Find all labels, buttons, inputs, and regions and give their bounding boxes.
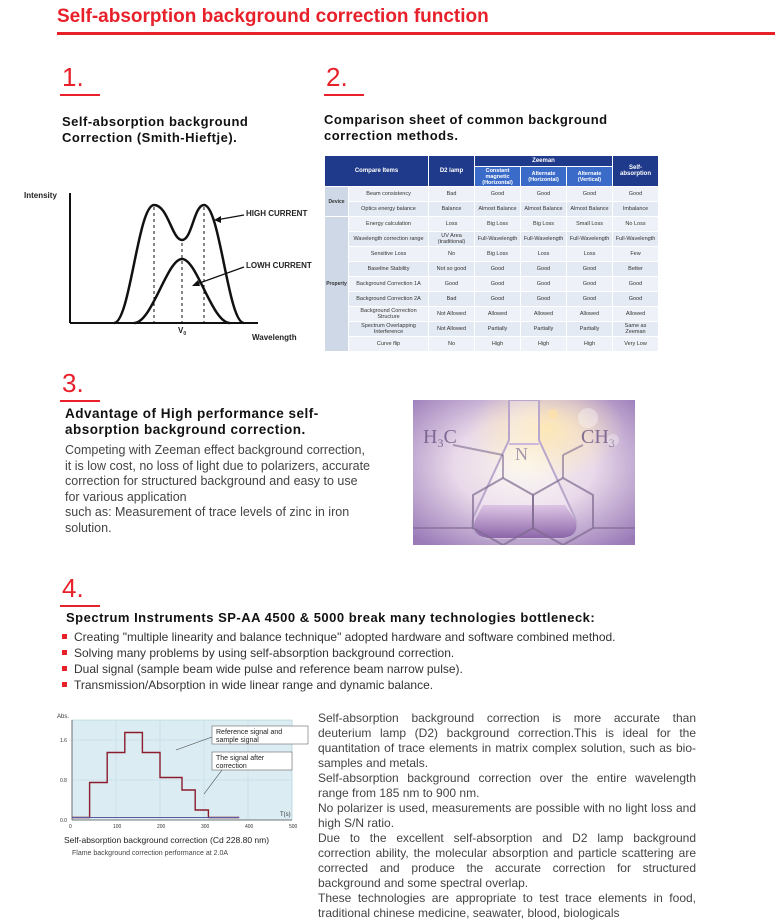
- table-row: [325, 232, 659, 247]
- description-paragraph: Self-absorption background correction over the entire wavelength range from 185 nm to 900 nm.: [318, 771, 696, 800]
- section-2-heading: [324, 112, 608, 144]
- table-row-label: Optics energy balance: [349, 202, 429, 217]
- th-alternate-horizontal: Alternate (Horizontal): [521, 167, 567, 187]
- feature-text: Dual signal (sample beam wide pulse and reference beam narrow pulse).: [74, 662, 463, 676]
- bullet-icon: [62, 634, 67, 639]
- chart-x-label: T(s): [280, 812, 291, 818]
- annotation-reference-line2: sample signal: [216, 737, 259, 744]
- table-row-label: Spectrum Overlapping Interference: [349, 322, 429, 337]
- table-row: [325, 187, 659, 202]
- table-cell: Same as Zeeman: [613, 322, 659, 337]
- table-row: [325, 322, 659, 337]
- table-cell: Small Loss: [567, 217, 613, 232]
- table-row-label: Baseline Stability: [349, 262, 429, 277]
- table-row-label: Beam consistency: [349, 187, 429, 202]
- table-cell: Good: [521, 187, 567, 202]
- y-tick-label: 0.8: [60, 778, 67, 784]
- feature-text: Creating "multiple linearity and balance technique" adopted hardware and software combined method.: [74, 630, 616, 644]
- feature-list: [62, 629, 616, 693]
- table-cell: Good: [475, 292, 521, 307]
- section-3-number: 3.: [62, 368, 84, 398]
- table-cell: Bad: [429, 292, 475, 307]
- feature-item: [62, 677, 616, 693]
- th-alternate-vertical: Alternate (Vertical): [567, 167, 613, 187]
- table-cell: Loss: [567, 247, 613, 262]
- v0-label: $V_0$: [178, 326, 187, 337]
- table-row: [325, 277, 659, 292]
- table-cell: No Loss: [613, 217, 659, 232]
- high-current-label: HIGH CURRENT: [246, 209, 308, 218]
- chart-caption: Self-absorption background correction (Cd 228.80 nm): [64, 835, 270, 845]
- th-self-absorption: Self-absorption: [613, 156, 659, 187]
- table-cell: Few: [613, 247, 659, 262]
- section-4-heading: Spectrum Instruments SP-AA 4500 & 5000 break many technologies bottleneck:: [66, 610, 596, 625]
- section-3-line: such as: Measurement of trace levels of zinc in iron: [65, 505, 350, 519]
- table-row: [325, 217, 659, 232]
- table-row-label: Background Correction 2A: [349, 292, 429, 307]
- table-cell: Big Loss: [475, 247, 521, 262]
- table-cell: Full-Wavelength: [521, 232, 567, 247]
- section-2-heading-line1: Comparison sheet of common background: [324, 112, 608, 127]
- table-cell: Full-Wavelength: [567, 232, 613, 247]
- page-title: Self-absorption background correction function: [57, 6, 489, 27]
- section-3-line: it is low cost, no loss of light due to polarizers, accurate: [65, 458, 371, 473]
- group-device: Device: [325, 187, 349, 217]
- table-cell: Almost Balance: [567, 202, 613, 217]
- table-cell: Allowed: [613, 307, 659, 322]
- table-cell: Very Low: [613, 337, 659, 352]
- table-cell: Not Allowed: [429, 307, 475, 322]
- chemistry-flask-image: [413, 400, 635, 545]
- table-cell: Good: [475, 187, 521, 202]
- table-cell: Good: [475, 262, 521, 277]
- table-cell: Good: [521, 292, 567, 307]
- table-cell: Good: [567, 277, 613, 292]
- feature-item: [62, 629, 616, 645]
- section-1-heading: [62, 114, 248, 146]
- section-4-rule: [60, 605, 100, 607]
- table-cell: No: [429, 337, 475, 352]
- formula-ch3: $CH_3$: [581, 426, 615, 450]
- feature-item: [62, 645, 616, 661]
- table-cell: Good: [521, 262, 567, 277]
- chart-y-label: Abs.: [57, 714, 70, 720]
- y-tick-label: 1.6: [60, 738, 67, 744]
- table-row: [325, 292, 659, 307]
- table-cell: Big Loss: [475, 217, 521, 232]
- section-3-line: solution.: [65, 520, 112, 535]
- title-divider: [57, 32, 775, 35]
- section-3-line: correction for structured background and easy to use: [65, 474, 358, 488]
- bokeh-2: [607, 434, 619, 446]
- x-tick-label: 0: [69, 824, 72, 830]
- annotation-reference-line1: Reference signal and: [216, 729, 283, 736]
- table-row: [325, 262, 659, 277]
- table-cell: Loss: [429, 217, 475, 232]
- table-row-label: Energy calculation: [349, 217, 429, 232]
- table-cell: Bad: [429, 187, 475, 202]
- table-cell: Balance: [429, 202, 475, 217]
- table-cell: Full-Wavelength: [613, 232, 659, 247]
- graph-x-label: Wavelength: [252, 333, 297, 342]
- table-cell: UV Area (traditional): [429, 232, 475, 247]
- comparison-table-container: [324, 155, 658, 346]
- table-row: [325, 247, 659, 262]
- section-2-rule: [324, 94, 364, 96]
- section-3-heading-line1: Advantage of High performance self-: [65, 406, 319, 421]
- table-cell: Good: [567, 292, 613, 307]
- table-cell: Big Loss: [521, 217, 567, 232]
- table-cell: Good: [567, 187, 613, 202]
- table-cell: Not so good: [429, 262, 475, 277]
- table-cell: Imbalance: [613, 202, 659, 217]
- table-cell: Good: [475, 277, 521, 292]
- low-current-pointer: [194, 267, 244, 285]
- table-cell: High: [521, 337, 567, 352]
- feature-text: Transmission/Absorption in wide linear range and dynamic balance.: [74, 678, 434, 692]
- graph-y-label: Intensity: [24, 191, 57, 200]
- table-cell: Good: [613, 292, 659, 307]
- section-3-heading-line2: absorption background correction.: [65, 422, 306, 437]
- th-d2-lamp: D2 lamp: [429, 156, 475, 187]
- annotation-correction-line2: correction: [216, 763, 247, 770]
- description-paragraph: Due to the excellent self-absorption and D2 lamp background correction ability, the molecular absorption and particle scattering are corrected and produce the accurate correction for structured background and some spectral overlap.: [318, 831, 696, 890]
- bullet-icon: [62, 682, 67, 687]
- x-tick-label: 400: [245, 824, 254, 830]
- bullet-icon: [62, 666, 67, 671]
- bokeh-1: [578, 408, 598, 428]
- section-3-body: [65, 443, 400, 536]
- section-1-number: 1.: [62, 62, 84, 92]
- bullet-icon: [62, 650, 67, 655]
- x-tick-label: 100: [113, 824, 122, 830]
- section-3-rule: [60, 400, 100, 402]
- section-3-line: for various application: [65, 489, 187, 504]
- section-2-number: 2.: [326, 62, 348, 92]
- annotation-correction-line1: The signal after: [216, 755, 265, 762]
- table-cell: Allowed: [521, 307, 567, 322]
- th-constant-magnetic: Constant magnetic (Horizontal): [475, 167, 521, 187]
- table-row-label: Curve flip: [349, 337, 429, 352]
- table-cell: Better: [613, 262, 659, 277]
- high-current-curve: [114, 205, 244, 323]
- section-3-line: Competing with Zeeman effect background correction,: [65, 443, 365, 457]
- table-cell: High: [567, 337, 613, 352]
- table-cell: Good: [429, 277, 475, 292]
- x-tick-label: 500: [289, 824, 298, 830]
- x-tick-label: 300: [201, 824, 210, 830]
- section-4-number: 4.: [62, 573, 84, 603]
- th-zeeman: Zeeman: [475, 156, 613, 167]
- th-compare-items: Compare Items: [325, 156, 429, 187]
- y-tick-label: 0.0: [60, 818, 67, 824]
- table-cell: Loss: [521, 247, 567, 262]
- feature-text: Solving many problems by using self-absorption background correction.: [74, 646, 455, 660]
- section-4-description: [318, 711, 696, 921]
- table-cell: Almost Balance: [521, 202, 567, 217]
- description-paragraph: These technologies are appropriate to test trace elements in food, traditional chinese medicine, seawater, blood, biologicals: [318, 891, 696, 920]
- section-1-heading-line2: Correction (Smith-Hieftje).: [62, 130, 238, 145]
- comparison-table: [324, 155, 659, 352]
- formula-n: N: [515, 444, 528, 464]
- table-cell: Good: [613, 277, 659, 292]
- table-cell: High: [475, 337, 521, 352]
- signal-correction-chart: [52, 710, 310, 860]
- bokeh-3: [548, 409, 558, 419]
- table-cell: Partially: [521, 322, 567, 337]
- table-cell: Not Allowed: [429, 322, 475, 337]
- table-row: [325, 307, 659, 322]
- table-cell: Partially: [567, 322, 613, 337]
- x-tick-label: 200: [157, 824, 166, 830]
- smith-hieftje-graph: [22, 185, 312, 345]
- feature-item: [62, 661, 616, 677]
- table-row-label: Wavelength correction range: [349, 232, 429, 247]
- table-cell: Almost Balance: [475, 202, 521, 217]
- table-row-label: Background Correction Structure: [349, 307, 429, 322]
- table-cell: Allowed: [567, 307, 613, 322]
- description-paragraph: Self-absorption background correction is more accurate than deuterium lamp (D2) background correction.This is ideal for the quantitation of trace elements in matrix complex solution, such as bio-samples and metals.: [318, 711, 696, 770]
- table-cell: Partially: [475, 322, 521, 337]
- table-cell: Good: [613, 187, 659, 202]
- formula-h3c: $H_3C$: [423, 426, 457, 450]
- table-cell: Allowed: [475, 307, 521, 322]
- group-property: Property: [325, 217, 349, 352]
- section-1-rule: [60, 94, 100, 96]
- section-1-heading-line1: Self-absorption background: [62, 114, 249, 129]
- table-row-label: Background Correction 1A: [349, 277, 429, 292]
- description-paragraph: No polarizer is used, measurements are possible with no light loss and high S/N ratio.: [318, 801, 696, 830]
- chart-subcaption: Flame background correction performance at 2.0A: [72, 850, 229, 857]
- table-row-label: Sensitive Loss: [349, 247, 429, 262]
- table-cell: Good: [521, 277, 567, 292]
- section-3-heading: [65, 406, 319, 438]
- table-row: [325, 202, 659, 217]
- table-cell: Good: [567, 262, 613, 277]
- table-cell: No: [429, 247, 475, 262]
- table-row: [325, 337, 659, 352]
- low-current-label: LOWH CURRENT: [246, 261, 312, 270]
- section-2-heading-line2: correction methods.: [324, 128, 459, 143]
- table-cell: Full-Wavelength: [475, 232, 521, 247]
